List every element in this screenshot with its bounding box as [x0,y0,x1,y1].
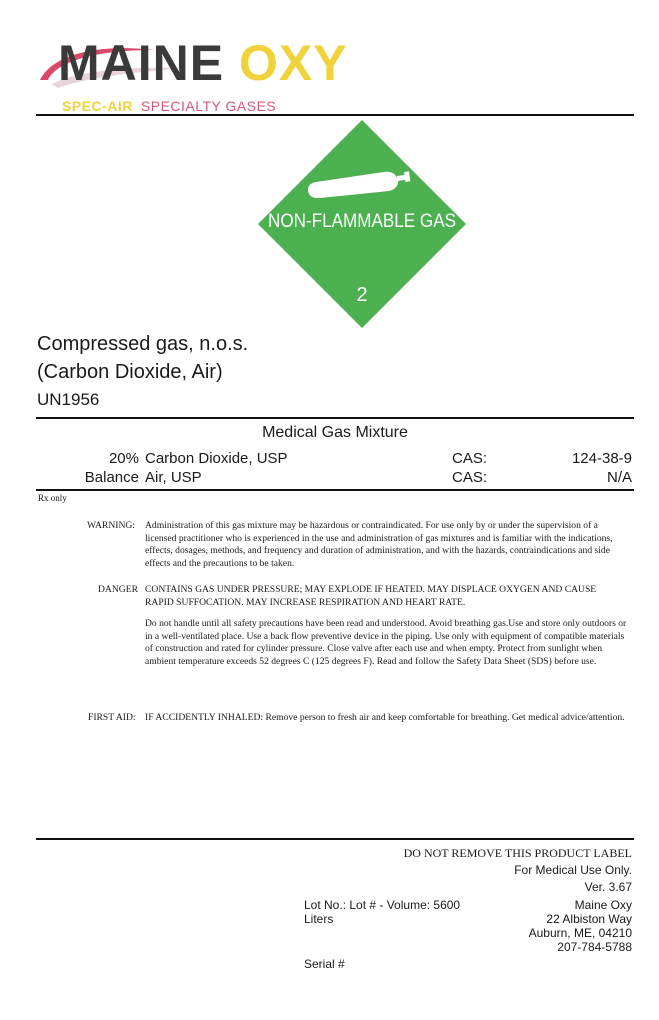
cas-label: CAS: [452,469,488,486]
label-version: Ver. 3.67 [584,880,632,894]
warning-label: WARNING: [87,520,135,531]
warning-text: Administration of this gas mixture may be hazardous or contraindicated. For use only by or under the supervision of a licensed practitioner who is experienced in the use and administration of gas mixtures and is familiar with the indications, effects, dosages, methods, and frequency and duration of administration, and with the hazards, contraindications and side effects and the precautions to be taken. [145,520,613,569]
product-name-line1: Compressed gas, n.o.s. [37,333,249,355]
company-name: Maine Oxy [574,898,632,912]
mixture-bottom-divider [36,489,634,491]
lot-number: Lot No.: Lot # - Volume: 5600 [304,898,461,912]
logo-wordmark: MAINE OXY [58,35,348,91]
lot-volume-unit: Liters [304,912,334,926]
footer-divider [36,838,634,840]
hazard-diamond [256,118,468,330]
component-amount: Balance [84,469,139,486]
component-name: Carbon Dioxide, USP [145,450,288,467]
danger-text: CONTAINS GAS UNDER PRESSURE; MAY EXPLODE IF HEATED. MAY DISPLACE OXYGEN AND CAUSE RAPID SUFFOCATION. MAY INCREASE RESPIRATION AND HEART RATE. [145,584,597,608]
mixture-title: Medical Gas Mixture [262,424,408,441]
mixture-top-divider [36,417,634,419]
danger-label: DANGER [98,584,138,595]
cas-label: CAS: [452,450,488,467]
medical-use-notice: For Medical Use Only. [514,863,632,877]
hazard-class-number: 2 [356,284,368,306]
cas-number: 124-38-9 [571,450,632,467]
logo-tagline: SPEC-AIR SPECIALTY GASES [62,98,277,114]
do-not-remove-notice: DO NOT REMOVE THIS PRODUCT LABEL [403,846,632,860]
company-city: Auburn, ME, 04210 [528,926,632,940]
un-number: UN1956 [37,390,100,409]
first-aid-label: FIRST AID: [88,712,136,723]
company-street: 22 Albiston Way [546,912,632,926]
serial-number: Serial # [304,957,345,971]
company-phone: 207-784-5788 [557,940,632,954]
cas-number: N/A [606,469,632,486]
component-name: Air, USP [145,469,202,486]
product-name-line2: (Carbon Dioxide, Air) [37,361,223,383]
header-divider [36,114,634,116]
first-aid-text: IF ACCIDENTLY INHALED: Remove person to fresh air and keep comfortable for breathing. Get medical advice/attention. [145,712,625,723]
component-amount: 20% [108,450,139,467]
rx-only: Rx only [38,493,67,503]
hazard-label: NON-FLAMMABLE GAS [268,211,456,232]
precautions-text: Do not handle until all safety precautions have been read and understood. Avoid breathing gas.Use and store only outdoors or in a well-ventilated place. Use a back flow preventive device in the piping. Use only with equipment of compatible materials of construction and rated for cylinder pressure. Close valve after each use and when empty. Protect from sunlight when ambient temperature exceeds 52 degrees C (125 degrees F). Read and follow the Safety Data Sheet (SDS) before use. [145,618,627,667]
